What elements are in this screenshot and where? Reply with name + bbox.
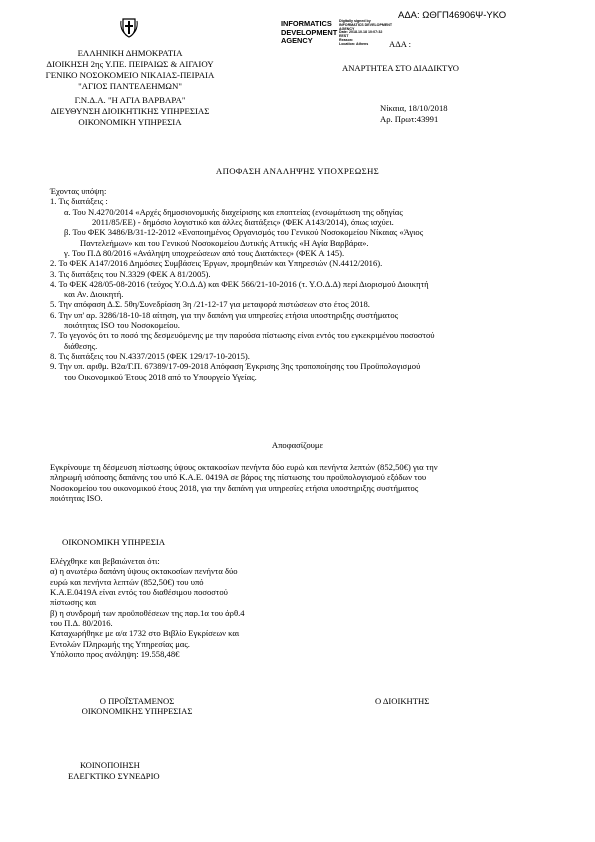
list-item: ποιότητας ISO του Νοσοκομείου. xyxy=(64,320,180,331)
publish-online-note: ΑΝΑΡΤΗΤΕΑ ΣΤΟ ΔΙΑΔΙΚΤΥΟ xyxy=(342,63,459,73)
list-item: διάθεσης. xyxy=(64,340,98,351)
finance-service-heading: ΟΙΚΟΝΟΜΙΚΗ ΥΠΗΡΕΣΙΑ xyxy=(62,537,166,547)
header-service: ΟΙΚΟΝΟΜΙΚΗ ΥΠΗΡΕΣΙΑ xyxy=(78,116,182,127)
signature-finance-head: Ο ΠΡΟΪΣΤΑΜΕΝΟΣ ΟΙΚΟΝΟΜΙΚΗΣ ΥΠΗΡΕΣΙΑΣ xyxy=(81,696,193,717)
notification-heading: ΚΟΙΝΟΠΟΙΗΣΗ xyxy=(80,760,140,770)
list-item: 2. Το ΦΕΚ Α147/2016 Δημόσιες Συμβάσεις Έργων, προμηθειών και Υπηρεσιών (Ν.4412/2016). xyxy=(50,258,383,269)
list-item: 1. Τις διατάξεις : xyxy=(50,196,108,207)
digital-signature-label: INFORMATICS DEVELOPMENT AGENCY xyxy=(281,19,338,46)
list-item: του Οικονομικού Έτους 2018 από το Υπουργείο Υγείας. xyxy=(64,371,257,382)
list-item: α. Του Ν.4270/2014 «Αρχές δημοσιονομικής διαχείρισης και εποπτείας (ενσωμάτωση της οδηγίας xyxy=(64,206,403,217)
header-hospital-name: "ΑΓΙΟΣ ΠΑΝΤΕΛΕΗΜΩΝ" xyxy=(78,80,182,91)
notification-recipient: ΕΛΕΓΚΤΙΚΟ ΣΥΝΕΔΡΙΟ xyxy=(68,771,160,781)
decision-heading: Αποφασίζουμε xyxy=(271,440,324,450)
list-item: 8. Τις διατάξεις του Ν.4337/2015 (ΦΕΚ 129/17-10-2015). xyxy=(50,351,250,361)
issuer-header xyxy=(40,48,220,128)
document-title: ΑΠΟΦΑΣΗ ΑΝΑΛΗΨΗΣ ΥΠΟΧΡΕΩΣΗΣ xyxy=(215,166,380,176)
header-directorate: ΔΙΕΥΘΥΝΣΗ ΔΙΟΙΚΗΤΙΚΗΣ ΥΠΗΡΕΣΙΑΣ xyxy=(50,105,210,116)
list-item: 6. Την υπ' αρ. 3286/18-10-18 αίτηση, για την δαπάνη για υπηρεσίες ετήσια υποστηριξης συστήματος xyxy=(50,309,399,320)
signature-director: Ο ΔΙΟΙΚΗΤΗΣ xyxy=(375,696,430,706)
digital-signature-details: Digitally signed by INFORMATICS DEVELOPMENT AGENCY Date: 2018.10.18 10:07:32 EEST Reason: Location: Athens xyxy=(339,19,393,46)
considerations xyxy=(50,186,550,382)
header-administration: ΔΙΟΙΚΗΣΗ 2ης Υ.ΠΕ. ΠΕΙΡΑΙΩΣ & ΑΙΓΑΙΟΥ xyxy=(46,58,214,69)
finance-verification: Ελέγχθηκε και βεβαιώνεται ότι: α) η ανωτέρω δαπάνη ύψους οκτακοσίων πενήντα δύο ευρώ και πενήντα λεπτών (852,50€) του υπό Κ.Α.Ε.0419Α είναι εντός του διαθέσιμου ποσοστού πίστωσης και β) η συνδρομή των προϋποθέσεων της παρ.1α του άρθ.4 του Π.Δ. 80/2016. Καταχωρήθηκε με α/α 1732 στο Βιβλίο Εγκρίσεων και Εντολών Πληρωμής της Υπηρεσίας μας. Υπόλοιπο προς ανάληψη: 19.558,48€ xyxy=(50,556,310,659)
considerations-intro: Έχοντας υπόψη: xyxy=(50,186,107,196)
list-item: 2011/85/ΕΕ) - δημόσιο λογιστικό και άλλες διατάξεις» (ΦΕΚ Α143/2014), όπως ισχύει. xyxy=(92,216,394,227)
header-unit: Γ.Ν.Δ.Α. "Η ΑΓΙΑ ΒΑΡΒΑΡΑ" xyxy=(74,94,186,105)
header-country: ΕΛΛΗΝΙΚΗ ΔΗΜΟΚΡΑΤΙΑ xyxy=(77,48,183,58)
list-item: και Αν. Διοικητή. xyxy=(64,289,124,300)
protocol-number: Αρ. Πρωτ:43991 xyxy=(380,114,439,124)
greek-coat-of-arms-icon xyxy=(120,16,138,38)
list-item: 7. Το γεγονός ότι το ποσό της δεσμευόμενης με την παρούσα πίστωσης είναι εντός του εγκεκριμένου ποσοστού xyxy=(50,330,435,341)
ada-number: ΑΔΑ: ΩΘΓΠ46906Ψ-ΥΚΟ xyxy=(398,10,507,21)
list-item: β. Του ΦΕΚ 3486/Β/31-12-2012 «Ενοποιημένος Οργανισμός του Γενικού Νοσοκομείου Νίκαιας «Άγιος xyxy=(64,227,424,238)
place-date: Νίκαια, 18/10/2018 xyxy=(380,103,448,113)
list-item: 4. Το ΦΕΚ 428/05-08-2016 (τεύχος Υ.Ο.Δ.Δ) και ΦΕΚ 566/21-10-2016 (τ. Υ.Ο.Δ.Δ) περί Διορισμού Διοικητή xyxy=(50,278,429,289)
remaining-balance: Υπόλοιπο προς ανάληψη: 19.558,48€ xyxy=(50,648,180,659)
header-hospital: ΓΕΝΙΚΟ ΝΟΣΟΚΟΜΕΙΟ ΝΙΚΑΙΑΣ-ΠΕΙΡΑΙΑ xyxy=(45,69,215,80)
list-item: 3. Τις διατάξεις του Ν.3329 (ΦΕΚ Α 81/2005). xyxy=(50,268,211,279)
decision-text: Εγκρίνουμε τη δέσμευση πίστωσης ύψους οκτακοσίων πενήντα δύο ευρώ και πενήντα λεπτών (852,50€) για την πληρωμή ισόποσης δαπάνης του υπό Κ.Α.Ε. 0419Α σε βάρος της πίστωσης του προϋπολογισμού εξόδων του Νοσοκομείου του οικονομικού έτους 2018, για την δαπάνη για υπηρεσίες ετήσια υποστηριξης συστήματος ποιότητας ISO. xyxy=(50,462,438,503)
ada-label: ΑΔΑ : xyxy=(389,39,412,49)
list-item: 5. Την απόφαση Δ.Σ. 5θη/Συνεδρίαση 3η /21-12-17 για μεταφορά πιστώσεων στο έτος 2018. xyxy=(50,299,370,310)
list-item: γ. Του Π.Δ 80/2016 «Ανάληψη υποχρεώσεων από τους Διατάκτες» (ΦΕΚ Α 145). xyxy=(64,247,345,258)
list-item: Παντελεήμων» και του Γενικού Νοσοκομείου Δυτικής Αττικής «Η Αγία Βαρβάρα». xyxy=(80,237,369,248)
list-item: 9. Την υπ. αριθμ. Β2α/Γ.Π. 67389/17-09-2018 Απόφαση Έγκρισης 3ης τροποποίησης του Προϋπολογισμού xyxy=(50,361,421,372)
